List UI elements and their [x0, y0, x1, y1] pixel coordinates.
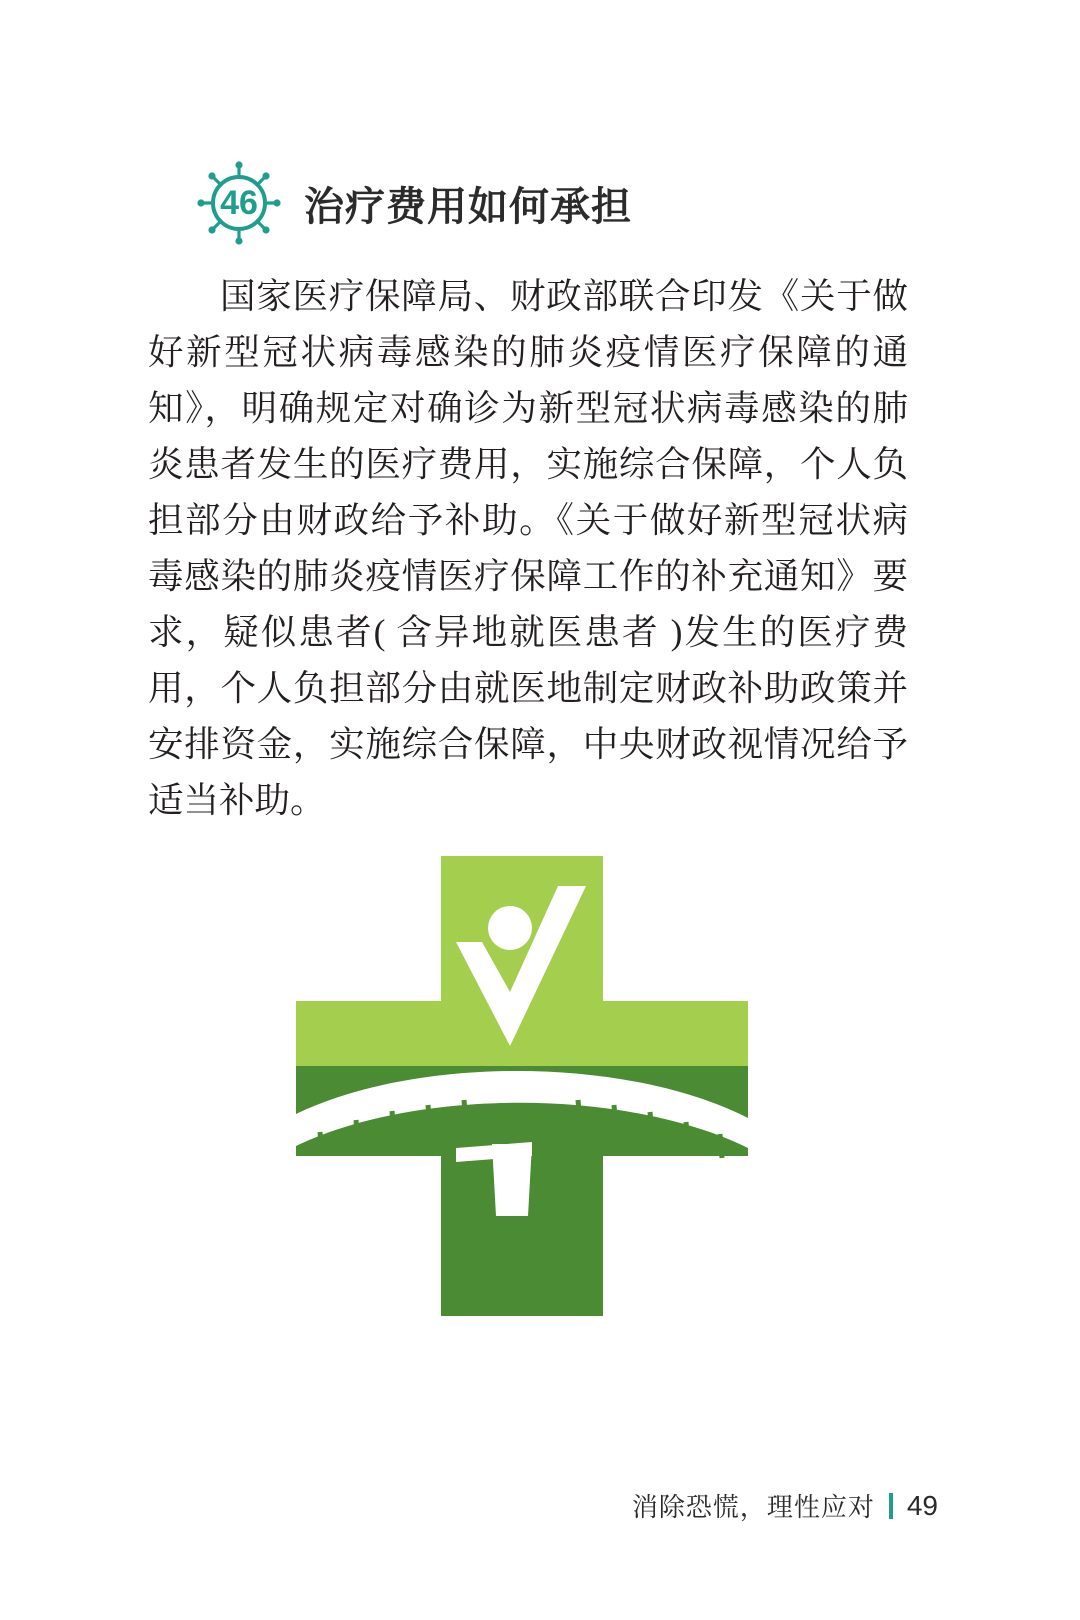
- medical-cross-bridge-illustration: [296, 856, 748, 1316]
- page-number: 49: [906, 1489, 938, 1521]
- page-title: 治疗费用如何承担: [304, 184, 632, 229]
- coronavirus-icon: [196, 160, 282, 246]
- section-number: 46: [220, 183, 258, 222]
- footer-slogan: 消除恐慌，理性应对: [631, 1492, 875, 1522]
- footer-divider: [889, 1493, 893, 1519]
- section-heading: [196, 160, 632, 246]
- body-paragraph: 国家医疗保障局、财政部联合印发《关于做好新型冠状病毒感染的肺炎疫情医疗保障的通知》，明确规定对确诊为新型冠状病毒感染的肺炎患者发生的医疗费用，实施综合保障，个人负担部分由财政给予补助。《关于做好新型冠状病毒感染的肺炎疫情医疗保障工作的补充通知》要求，疑似患者( 含异地就医患者 )发生的医疗费用，个人负担部分由就医地制定财政补助政策并安排资金，实施综合保障，中央财政视情况给予适当补助。: [148, 276, 908, 820]
- page-footer: [632, 1487, 938, 1524]
